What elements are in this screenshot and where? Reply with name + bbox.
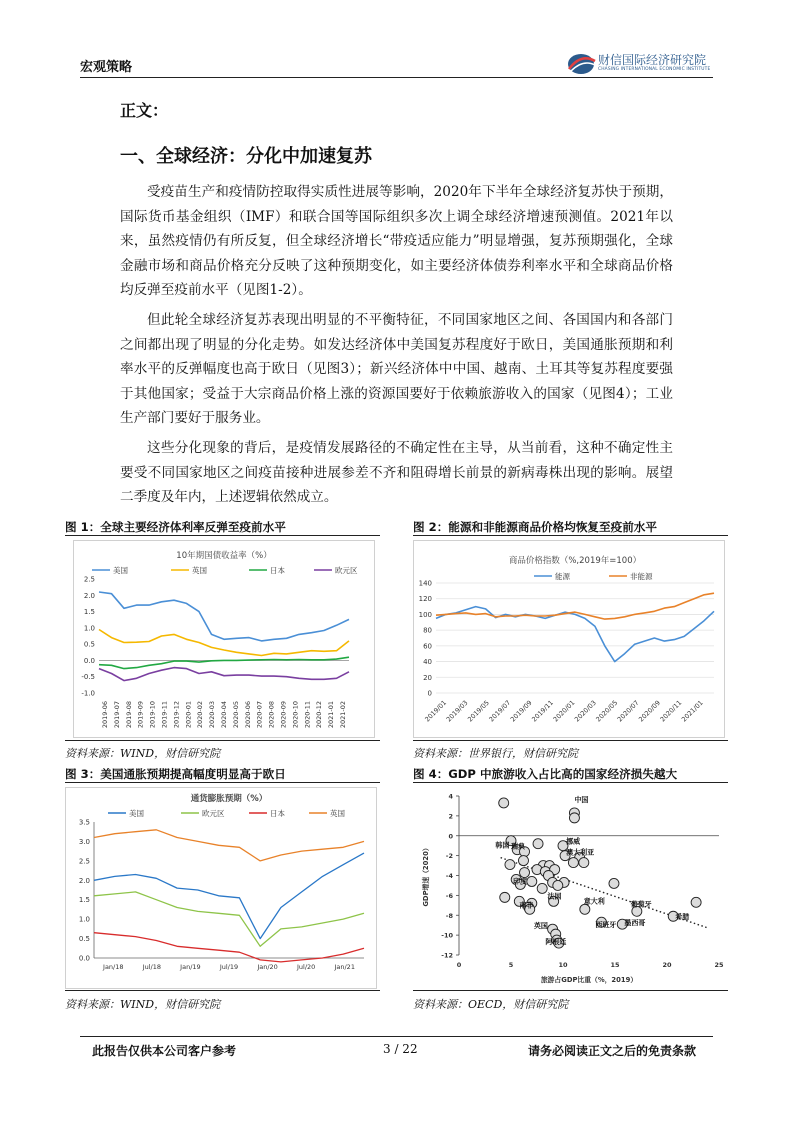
fig3-series-1 [94, 853, 364, 939]
fig2-chart-frame [413, 540, 725, 738]
fig1-legend-label: 美国 [113, 566, 128, 575]
fig2-xtick-label: 2021/01 [679, 698, 705, 724]
fig3-legend-label: 欧元区 [202, 809, 225, 818]
fig2-ytick-label: 80 [423, 626, 432, 635]
fig2-ytick-label: 60 [423, 642, 432, 651]
fig2-xtick-label: 2019/07 [487, 698, 513, 724]
fig4-ytick-label: 0 [448, 832, 453, 841]
fig2-xtick-label: 2020/03 [573, 698, 598, 724]
fig4-point [518, 856, 528, 866]
fig1-title: 10年期国债收益率（%） [176, 551, 272, 561]
fig4-point [609, 878, 619, 888]
fig2-ytick-label: 20 [423, 673, 432, 682]
fig3-series-3 [94, 933, 364, 962]
fig1-xtick-label: 2020-01 [184, 701, 193, 729]
fig3-title-rule [65, 782, 380, 783]
fig2-xtick-label: 2020/09 [637, 698, 662, 724]
fig4-point-label: 韩国 [495, 841, 510, 850]
fig4-xtick-label: 20 [662, 961, 672, 969]
header-divider [80, 77, 713, 78]
fig4-title-rule [413, 782, 728, 783]
fig3-xtick-label: Jan/21 [334, 963, 355, 971]
fig3-ytick-label: 3.5 [78, 818, 90, 827]
fig4-point [527, 876, 537, 886]
fig3-ytick-label: 1.0 [78, 915, 90, 924]
fig3-bottom-rule [65, 990, 380, 991]
fig4-point [500, 892, 510, 902]
fig4-xtick-label: 0 [456, 961, 462, 969]
fig1-xtick-label: 2020-09 [279, 701, 288, 729]
fig4-point-label: 澳大利亚 [566, 848, 595, 857]
fig4-point-label: 挪威 [566, 837, 581, 846]
fig2-xtick-label: 2020/01 [551, 698, 577, 724]
fig4-ytick-label: -12 [441, 951, 453, 960]
fig4-ylabel: GDP增速（2020） [422, 844, 430, 907]
fig1-legend-label: 英国 [192, 566, 207, 575]
fig1-title: 图 1：全球主要经济体利率反弹至疫前水平 [65, 520, 286, 534]
fig2-xtick-label: 2020/05 [594, 698, 620, 724]
paragraph-3: 这些分化现象的背后，是疫情发展路径的不确定性在主导，从当前看，这种不确定性主要受不同国家地区之间疫苗接种进展参差不齐和阻碍增长前景的新病毒株出现的影响。展望二季度及年内，上述逻辑依然成立。 [120, 440, 673, 505]
fig3-xtick-label: Jul/20 [296, 963, 316, 971]
fig4-point-label: 葡萄牙 [630, 900, 652, 909]
fig3-chart [66, 788, 376, 988]
fig3-legend-label: 日本 [270, 809, 285, 818]
fig3-legend-label: 英国 [330, 809, 345, 818]
fig2-chart [414, 541, 724, 737]
fig3-ytick-label: 0.0 [78, 954, 90, 963]
fig4-point-label: 中国 [574, 795, 589, 804]
logo-text-en: CHASING INTERNATIONAL ECONOMIC INSTITUTE [598, 67, 711, 72]
fig1-xtick-label: 2020-08 [267, 701, 276, 729]
fig2-title-rule [413, 535, 728, 536]
fig4-ytick-label: 2 [448, 812, 453, 821]
fig4-point-label: 希腊 [675, 913, 690, 922]
fig2-xtick-label: 2019/05 [466, 698, 491, 724]
fig1-ytick-label: -1.0 [81, 689, 95, 698]
paragraph-2: 但此轮全球经济复苏表现出明显的不平衡特征，不同国家地区之间、各国国内和各部门之间都出现了明显的分化走势。如发达经济体中美国复苏程度好于欧日，美国通胀预期和利率水平的反弹幅度也高于欧日（见图3）；新兴经济体中中国、越南、土耳其等复苏程度要强于其他国家；受益于大宗商品价格上涨的资源国要好于依赖旅游收入的国家（见图4）；工业生产部门要好于服务业。 [120, 312, 673, 426]
fig4-source: 资料来源：OECD，财信研究院 [413, 998, 569, 1011]
fig1-source: 资料来源：WIND，财信研究院 [65, 747, 221, 760]
fig4-point-label: 瑞典 [511, 842, 525, 851]
fig4-point-label: 法国 [547, 892, 562, 901]
fig1-xtick-label: 2021-01 [327, 701, 336, 729]
fig4-ytick-label: -10 [441, 931, 453, 940]
fig3-xtick-label: Jul/18 [142, 963, 162, 971]
fig2-xtick-label: 2019/03 [444, 698, 470, 724]
fig3-chart-frame [65, 787, 377, 989]
fig3-legend-label: 美国 [129, 809, 144, 818]
fig3-ytick-label: 2.5 [78, 857, 90, 866]
fig4-point [499, 798, 509, 808]
fig1-xtick-label: 2019-06 [100, 701, 109, 729]
fig3-ytick-label: 2.0 [78, 876, 90, 885]
fig1-ytick-label: -0.5 [81, 673, 95, 682]
header-section-label: 宏观策略 [80, 60, 133, 75]
fig1-xtick-label: 2020-06 [243, 701, 252, 729]
fig4-point-label: 西班牙 [595, 921, 617, 930]
fig4-point [568, 858, 578, 868]
fig4-point-label: 英国 [533, 922, 548, 931]
fig1-xtick-label: 2019-10 [148, 701, 157, 729]
fig4-point [505, 860, 515, 870]
fig4-ytick-label: 4 [448, 792, 453, 801]
fig4-ytick-label: -8 [445, 911, 453, 920]
fig1-xtick-label: 2019-07 [112, 701, 121, 729]
fig1-ytick-label: 0.5 [83, 640, 95, 649]
fig4-point [520, 868, 530, 878]
fig3-source: 资料来源：WIND，财信研究院 [65, 998, 221, 1011]
fig2-title: 商品价格指数（%,2019年=100） [508, 556, 642, 566]
fig1-xtick-label: 2020-05 [231, 701, 240, 729]
fig2-ytick-label: 120 [418, 595, 432, 604]
body-heading: 正文： [120, 101, 169, 120]
fig4-point-label: 印度 [513, 877, 528, 886]
fig1-ytick-label: 0.0 [83, 656, 95, 665]
fig2-source: 资料来源：世界银行，财信研究院 [413, 747, 578, 760]
fig1-legend-label: 欧元区 [335, 566, 358, 575]
fig3-series-4 [94, 830, 364, 861]
fig1-xtick-label: 2020-11 [303, 701, 312, 729]
fig3-ytick-label: 3.0 [78, 837, 90, 846]
fig4-xtick-label: 5 [508, 961, 514, 969]
fig4-ytick-label: -2 [445, 852, 453, 861]
fig4-ytick-label: -6 [445, 891, 453, 900]
fig1-xtick-label: 2019-12 [172, 701, 181, 729]
fig1-xtick-label: 2020-04 [220, 701, 228, 729]
fig4-title: 图 4：GDP 中旅游收入占比高的国家经济损失越大 [413, 767, 678, 781]
fig4-point-label: 阿根廷 [545, 938, 567, 947]
fig3-title: 通货膨胀预期（%） [190, 794, 268, 804]
fig1-ytick-label: 1.5 [83, 608, 95, 617]
fig1-xtick-label: 2020-02 [196, 701, 205, 729]
fig1-ytick-label: 1.0 [83, 624, 95, 633]
fig4-point-label: 墨西哥 [624, 919, 646, 928]
fig4-chart [414, 788, 724, 988]
fig4-xtick-label: 15 [610, 961, 620, 969]
fig4-point [580, 904, 590, 914]
fig1-xtick-label: 2020-10 [291, 701, 300, 729]
fig1-xtick-label: 2020-12 [315, 701, 324, 729]
fig2-title: 图 2：能源和非能源商品价格均恢复至疫前水平 [413, 520, 657, 534]
fig2-xtick-label: 2020/11 [658, 698, 684, 724]
fig1-legend-label: 日本 [270, 566, 285, 575]
fig3-xtick-label: Jul/19 [219, 963, 239, 971]
page-number: 3 / 22 [383, 1042, 418, 1056]
fig1-chart [74, 541, 374, 737]
fig1-chart-frame [73, 540, 375, 738]
fig1-series-4 [99, 668, 349, 681]
fig4-point [579, 858, 589, 868]
fig2-xtick-label: 2020/07 [615, 698, 641, 724]
fig3-series-2 [94, 892, 364, 946]
fig1-title-rule [65, 535, 380, 536]
fig1-ytick-label: 2.0 [83, 591, 95, 600]
fig1-xtick-label: 2021-02 [339, 701, 348, 729]
fig4-point [537, 883, 547, 893]
fig4-point-label: 南非 [519, 901, 534, 910]
fig4-ytick-label: -4 [445, 872, 453, 880]
fig4-point-label: 意大利 [583, 897, 605, 906]
fig4-xtick-label: 25 [714, 961, 724, 969]
fig4-chart-frame [413, 787, 725, 989]
fig1-xtick-label: 2020-03 [208, 701, 217, 729]
fig1-bottom-rule [65, 740, 380, 741]
fig4-point [569, 813, 579, 823]
fig3-ytick-label: 0.5 [78, 935, 90, 944]
fig2-xtick-label: 2019/01 [423, 698, 449, 724]
fig1-series-3 [99, 657, 349, 668]
logo-text-cn: 财信国际经济研究院 [598, 53, 707, 67]
fig4-xlabel: 旅游占GDP比重（%，2019） [540, 976, 638, 984]
fig4-point [533, 839, 543, 849]
fig4-point [553, 880, 563, 890]
fig4-xtick-label: 10 [558, 961, 568, 969]
section-heading: 一、全球经济：分化中加速复苏 [120, 146, 372, 167]
fig2-ytick-label: 140 [418, 579, 432, 588]
fig1-xtick-label: 2020-07 [255, 701, 264, 729]
fig2-xtick-label: 2019/11 [530, 698, 556, 724]
paragraph-1: 受疫苗生产和疫情防控取得实质性进展等影响，2020年下半年全球经济复苏快于预期，国际货币基金组织（IMF）和联合国等国际组织多次上调全球经济增速预测值。2021年以来，虽然疫情仍有所反复，但全球经济增长“带疫适应能力”明显增强，复苏预期强化，全球金融市场和商品价格充分反映了这种预期变化，如主要经济体债券利率水平和全球商品价格均反弹至疫前水平（见图1-2）。 [120, 184, 673, 298]
fig2-legend-label: 非能源 [630, 572, 653, 581]
footer-disclaimer-right: 请务必阅读正文之后的免责条款 [528, 1044, 697, 1058]
fig3-ytick-label: 1.5 [78, 896, 90, 905]
fig2-legend-label: 能源 [555, 572, 570, 581]
fig1-ytick-label: 2.5 [83, 575, 95, 584]
fig2-ytick-label: 100 [418, 610, 432, 619]
fig2-xtick-label: 2019/09 [508, 698, 534, 724]
fig4-bottom-rule [413, 990, 728, 991]
fig2-ytick-label: 40 [423, 658, 432, 667]
footer-divider [80, 1036, 713, 1037]
fig4-point [691, 897, 701, 907]
fig3-xtick-label: Jan/19 [180, 963, 201, 971]
fig1-xtick-label: 2019-11 [160, 701, 169, 729]
fig3-xtick-label: Jan/18 [103, 963, 124, 971]
fig1-series-1 [99, 592, 349, 641]
fig2-bottom-rule [413, 740, 728, 741]
fig3-xtick-label: Jan/20 [257, 963, 278, 971]
footer-disclaimer-left: 此报告仅供本公司客户参考 [92, 1044, 237, 1058]
fig3-title: 图 3：美国通胀预期提高幅度明显高于欧日 [65, 767, 286, 781]
fig1-xtick-label: 2019-08 [124, 701, 133, 729]
fig2-ytick-label: 0 [427, 689, 432, 698]
fig1-xtick-label: 2019-09 [136, 701, 145, 729]
